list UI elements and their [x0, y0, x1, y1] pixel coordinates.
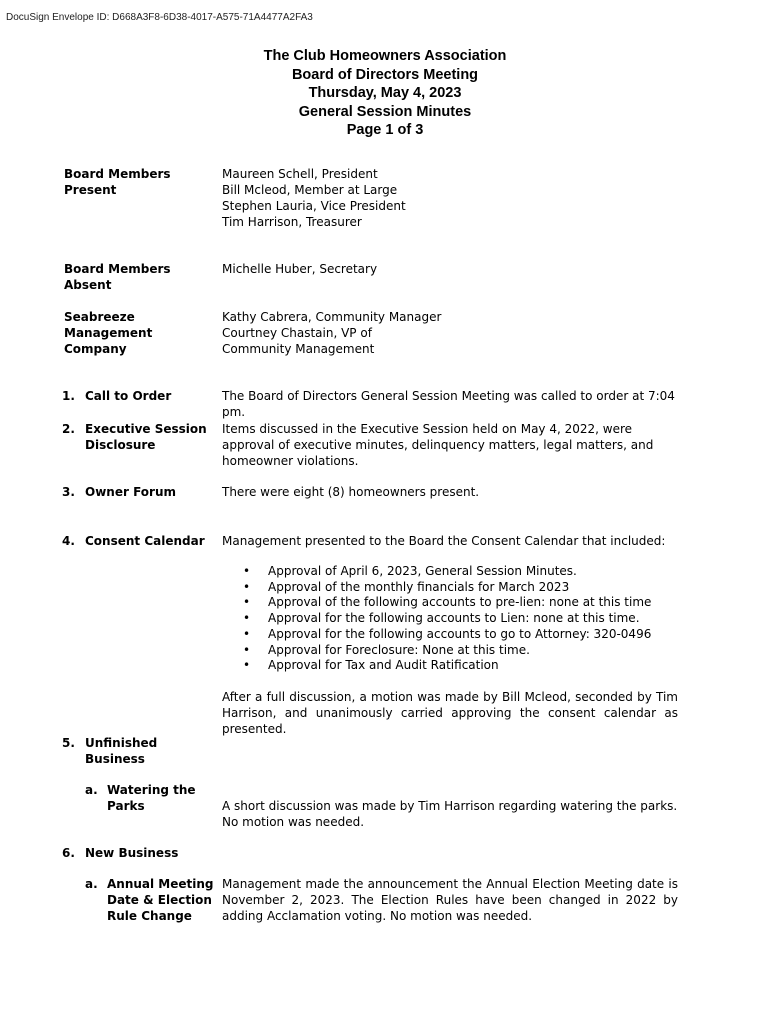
- heading-line: Parks: [107, 799, 145, 813]
- item-number: 5.: [62, 736, 75, 750]
- heading-line: Business: [85, 752, 145, 766]
- association-name: The Club Homeowners Association: [263, 48, 507, 64]
- management-staff: [222, 309, 680, 357]
- watering-parks-heading: [107, 782, 217, 814]
- list-item-text: Approval for the following accounts to Lien: none at this time.: [268, 611, 640, 626]
- list-item-text: Approval of April 6, 2023, General Session Minutes.: [268, 564, 577, 578]
- bullet-icon: •: [243, 626, 251, 641]
- management-label-line: Management: [64, 326, 153, 340]
- subitem-letter: a.: [85, 783, 98, 797]
- absent-members: [222, 261, 680, 277]
- heading-line: Annual Meeting: [107, 877, 214, 891]
- list-item-text: Approval of the monthly financials for March 2023: [268, 579, 570, 594]
- staff-entry: Courtney Chastain, VP of: [222, 326, 372, 340]
- bullet-icon: •: [243, 611, 251, 626]
- consent-calendar-motion: After a full discussion, a motion was made by Bill Mcleod, seconded by Tim Harrison, and unanimously carried approving the consent calendar as presented.: [222, 690, 678, 736]
- heading-line: Rule Change: [107, 909, 192, 923]
- staff-entry: Community Management: [222, 342, 375, 356]
- present-label-line: Board Members: [64, 167, 171, 181]
- call-to-order-text: The Board of Directors General Session Meeting was called to order at 7:04 pm.: [222, 389, 675, 419]
- bullet-icon: •: [243, 658, 251, 673]
- item-number: 6.: [62, 846, 75, 860]
- management-label: [64, 309, 214, 357]
- list-item: [243, 580, 651, 596]
- meeting-date: Thursday, May 4, 2023: [308, 85, 462, 102]
- new-business-heading: New Business: [85, 846, 179, 860]
- item-number: 4.: [62, 534, 75, 548]
- list-item-text: Approval for Foreclosure: None at this time.: [268, 642, 530, 657]
- subitem-letter: a.: [85, 877, 98, 891]
- heading-line: Executive Session: [85, 422, 207, 436]
- bullet-icon: •: [243, 579, 251, 594]
- consent-calendar-list: [243, 564, 651, 674]
- annual-meeting-text: Management made the announcement the Annual Election Meeting date is November 2, 2023. The Election Rules have been changed in 2022 by adding Acclamation voting. No motion was needed.: [222, 877, 678, 923]
- list-item-text: Approval for Tax and Audit Ratification: [268, 658, 499, 673]
- management-label-line: Seabreeze: [64, 310, 135, 324]
- heading-line: Date & Election: [107, 893, 212, 907]
- minutes-type: General Session Minutes: [298, 103, 472, 120]
- owner-forum-text: There were eight (8) homeowners present.: [222, 485, 480, 499]
- envelope-id: DocuSign Envelope ID: D668A3F8-6D38-4017-A575-71A4477A2FA3: [6, 12, 313, 23]
- consent-calendar-intro: Management presented to the Board the Consent Calendar that included:: [222, 534, 666, 548]
- list-item: [243, 595, 651, 611]
- absent-label: [64, 261, 214, 293]
- watering-parks-text: A short discussion was made by Tim Harrison regarding watering the parks. No motion was needed.: [222, 799, 678, 829]
- item-number: 2.: [62, 422, 75, 436]
- owner-forum-heading: Owner Forum: [85, 485, 176, 499]
- member-entry: Bill Mcleod, Member at Large: [222, 183, 398, 197]
- executive-session-text: Items discussed in the Executive Session held on May 4, 2022, were approval of executive minutes, delinquency matters, legal matters, and homeowner violations.: [222, 422, 654, 468]
- member-entry: Tim Harrison, Treasurer: [222, 215, 362, 229]
- list-item-text: Approval of the following accounts to pre-lien: none at this time: [268, 595, 652, 610]
- present-label-line: Present: [64, 183, 117, 197]
- consent-calendar-heading: Consent Calendar: [85, 534, 205, 548]
- bullet-icon: •: [243, 642, 251, 657]
- member-entry: Maureen Schell, President: [222, 167, 378, 181]
- heading-line: Disclosure: [85, 438, 156, 452]
- item-number: 1.: [62, 389, 75, 403]
- bullet-icon: •: [243, 595, 251, 610]
- present-members: [222, 166, 680, 230]
- management-label-line: Company: [64, 342, 127, 356]
- document-title: [0, 47, 770, 140]
- list-item: [243, 564, 651, 580]
- member-entry: Michelle Huber, Secretary: [222, 262, 378, 276]
- absent-label-line: Absent: [64, 278, 112, 292]
- heading-line: Watering the: [107, 783, 196, 797]
- item-number: 3.: [62, 485, 75, 499]
- bullet-icon: •: [243, 564, 251, 578]
- unfinished-business-heading: [85, 735, 210, 767]
- page-number: Page 1 of 3: [346, 122, 424, 139]
- executive-session-heading: [85, 421, 210, 453]
- annual-meeting-heading: [107, 876, 217, 924]
- staff-entry: Kathy Cabrera, Community Manager: [222, 310, 442, 324]
- list-item: [243, 611, 651, 627]
- list-item-text: Approval for the following accounts to go to Attorney: 320-0496: [268, 626, 652, 641]
- heading-line: Unfinished: [85, 736, 158, 750]
- present-label: [64, 166, 214, 198]
- list-item: [243, 658, 651, 674]
- list-item: [243, 643, 651, 659]
- call-to-order-heading: Call to Order: [85, 389, 172, 403]
- meeting-type: Board of Directors Meeting: [291, 66, 479, 83]
- absent-label-line: Board Members: [64, 262, 171, 276]
- list-item: [243, 627, 651, 643]
- member-entry: Stephen Lauria, Vice President: [222, 199, 406, 213]
